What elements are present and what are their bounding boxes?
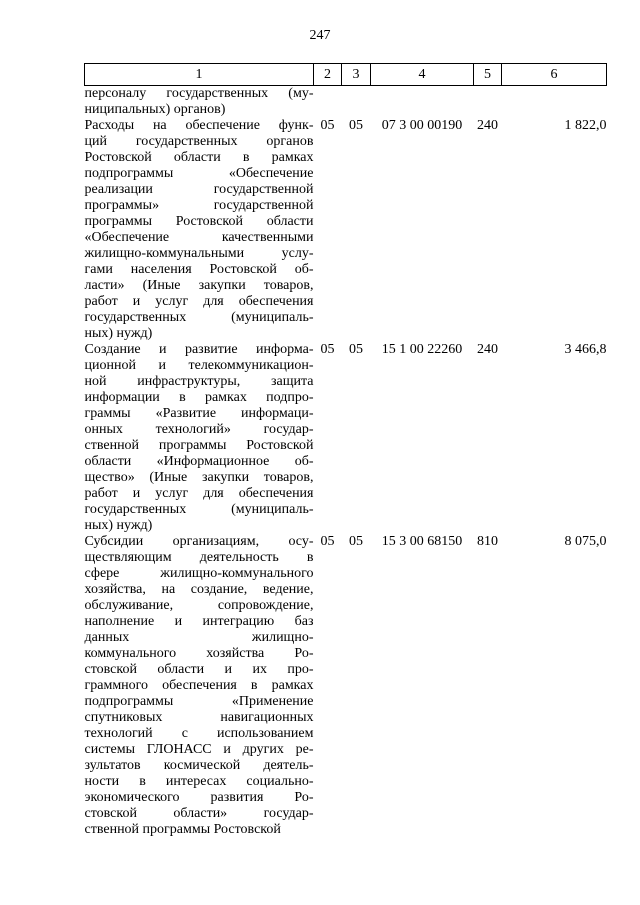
description-line: онных технологий» государ- <box>84 422 314 437</box>
description-line: гами населения Ростовской об- <box>84 262 314 277</box>
description-line: подпрограммы «Применение <box>84 694 314 709</box>
target-article-code: 15 1 00 22260 <box>381 342 463 357</box>
description-line: экономического развития Ро- <box>84 790 314 805</box>
description-line: системы ГЛОНАСС и других ре- <box>84 742 314 757</box>
section-code: 05 <box>320 118 335 133</box>
description-line: хозяйства, на создание, ведение, <box>84 582 314 597</box>
description-line: работ и услуг для обеспечения <box>84 486 314 501</box>
description-line: Ростовской области в рамках <box>84 150 314 165</box>
column-header: 6 <box>502 64 607 86</box>
table-header-row <box>85 64 607 86</box>
amount: 3 466,8 <box>564 342 607 357</box>
amount: 8 075,0 <box>564 534 607 549</box>
description-line: наполнение и интеграцию баз <box>84 614 314 629</box>
target-article-code: 07 3 00 00190 <box>381 118 463 133</box>
section-code: 05 <box>320 534 335 549</box>
column-header: 3 <box>342 64 371 86</box>
description-line: реализации государственной <box>84 182 314 197</box>
subsection-code: 05 <box>349 342 363 357</box>
description-line: государственных (муниципаль- <box>84 310 314 325</box>
target-article-code: 15 3 00 68150 <box>381 534 463 549</box>
target-article-code <box>371 86 474 119</box>
expense-type-code: 810 <box>477 534 498 549</box>
subsection-code <box>342 86 371 119</box>
table-row <box>85 342 607 534</box>
column-header: 1 <box>85 64 314 86</box>
row-description <box>85 86 314 119</box>
description-line: ности в интересах социально- <box>84 774 314 789</box>
column-header: 5 <box>474 64 502 86</box>
expense-type-code: 240 <box>477 342 498 357</box>
description-line: стовской области» государ- <box>84 806 314 821</box>
table-body <box>85 86 607 839</box>
row-description <box>85 118 314 342</box>
description-line: спутниковых навигационных <box>84 710 314 725</box>
description-line: жилищно-коммунальными услу- <box>84 246 314 261</box>
description-line: ных) нужд) <box>84 326 153 341</box>
page-number: 247 <box>309 28 331 43</box>
description-line: стовской области и их про- <box>84 662 314 677</box>
description-line: коммунального хозяйства Ро- <box>84 646 314 661</box>
description-line: области «Информационное об- <box>84 454 314 469</box>
description-line: ственной программы Ростовской <box>84 822 281 837</box>
description-line: ласти» (Иные закупки товаров, <box>84 278 314 293</box>
table-row <box>85 118 607 342</box>
subsection-code: 05 <box>349 118 363 133</box>
column-header: 4 <box>371 64 474 86</box>
description-line: программы» государственной <box>84 198 314 213</box>
table-row <box>85 534 607 838</box>
description-line: граммного обеспечения в рамках <box>84 678 314 693</box>
description-line: персоналу государственных (му- <box>84 86 314 101</box>
section-code: 05 <box>320 342 335 357</box>
table-row <box>85 86 607 119</box>
amount: 1 822,0 <box>564 118 607 133</box>
expense-type-code <box>474 86 502 119</box>
row-description <box>85 342 314 534</box>
description-line: Субсидии организациям, осу- <box>84 534 314 549</box>
description-line: ций государственных органов <box>84 134 314 149</box>
column-header: 2 <box>314 64 342 86</box>
expense-type-code: 240 <box>477 118 498 133</box>
description-line: технологий с использованием <box>84 726 314 741</box>
description-line: работ и услуг для обеспечения <box>84 294 314 309</box>
description-line: информации в рамках подпро- <box>84 390 314 405</box>
description-line: «Обеспечение качественными <box>84 230 314 245</box>
description-line: зультатов космической деятель- <box>84 758 314 773</box>
description-line: Создание и развитие информа- <box>84 342 314 357</box>
description-line: подпрограммы «Обеспечение <box>84 166 314 181</box>
description-line: программы Ростовской области <box>84 214 314 229</box>
description-line: ной инфраструктуры, защита <box>84 374 314 389</box>
description-line: Расходы на обеспечение функ- <box>84 118 314 133</box>
description-line: ственной программы Ростовской <box>84 438 314 453</box>
description-line: ществляющим деятельность в <box>84 550 314 565</box>
description-line: государственных (муниципаль- <box>84 502 314 517</box>
amount <box>502 86 607 119</box>
description-line: сфере жилищно-коммунального <box>84 566 314 581</box>
budget-table <box>84 63 607 838</box>
description-line: данных жилищно- <box>84 630 314 645</box>
description-line: ных) нужд) <box>84 518 153 533</box>
description-line: ниципальных) органов) <box>84 102 226 117</box>
description-line: щество» (Иные закупки товаров, <box>84 470 314 485</box>
section-code <box>314 86 342 119</box>
description-line: обслуживание, сопровождение, <box>84 598 314 613</box>
description-line: граммы «Развитие информаци- <box>84 406 314 421</box>
description-line: ционной и телекоммуникацион- <box>84 358 314 373</box>
row-description <box>85 534 314 838</box>
subsection-code: 05 <box>349 534 363 549</box>
